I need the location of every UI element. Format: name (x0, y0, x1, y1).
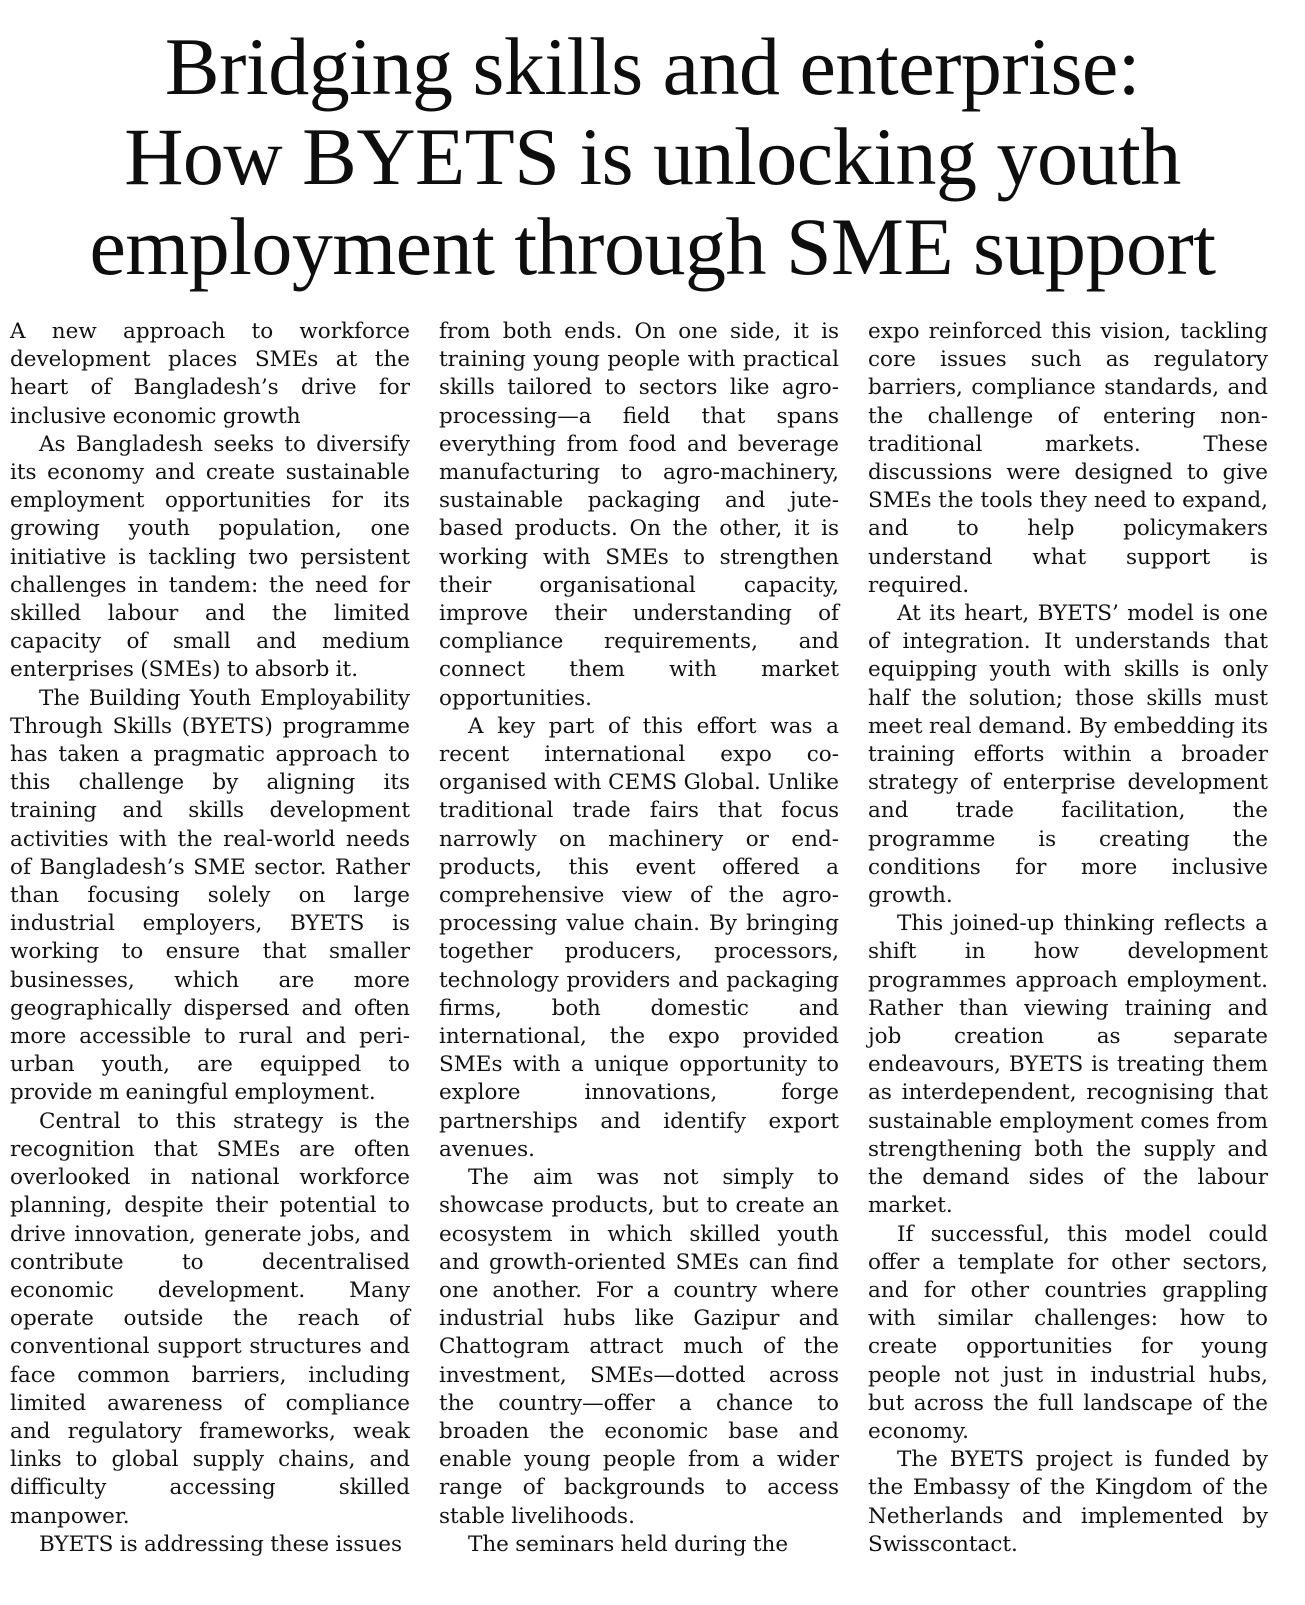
article-headline (0, 22, 1305, 292)
paragraph: The seminars held during the (468, 1531, 789, 1557)
paragraph: As Bangladesh seeks to diversify its economy and create sustainable employment opportunities for its growing youth population, one initiative is tackling two persistent challenges in tandem: the need for skilled labour and the limited capacity of small and medium enterprises (SMEs) to absorb it. (10, 431, 410, 683)
column-2 (439, 318, 839, 1559)
paragraph-continued: expo reinforced this vision, tackling core issues such as regulatory barriers, compliance standards, and the challenge of entering non-traditional markets. These discussions were designed to give SMEs the tools they need to expand, and to help policymakers understand what support is required. (868, 319, 1268, 598)
paragraph: The BYETS project is funded by the Embassy of the Kingdom of the Netherlands and implemented by Swisscontact. (868, 1447, 1268, 1557)
headline-line-1: Bridging skills and enterprise: (164, 21, 1141, 112)
column-3 (868, 318, 1268, 1559)
standfirst: A new approach to workforce development places SMEs at the heart of Bangladesh’s drive for inclusive economic growth (10, 319, 410, 429)
paragraph: At its heart, BYETS’ model is one of integration. It understands that equipping youth with skills is only half the solution; those skills must meet real demand. By embedding its training efforts within a broader strategy of enterprise development and trade facilitation, the programme is creating the conditions for more inclusive growth. (868, 601, 1268, 909)
article-body (10, 318, 1268, 1559)
paragraph: Central to this strategy is the recognition that SMEs are often overlooked in national workforce planning, despite their potential to drive innovation, generate jobs, and contribute to decentralised economic development. Many operate outside the reach of conventional support structures and face common barriers, including limited awareness of compliance and regulatory frameworks, weak links to global supply chains, and difficulty accessing skilled manpower. (10, 1108, 410, 1529)
paragraph: A key part of this effort was a recent international expo co-organised with CEMS Global. Unlike traditional trade fairs that focus narrowly on machinery or end-products, this event offered a comprehensive view of the agro-processing value chain. By bringing together producers, processors, technology providers and packaging firms, both domestic and international, the expo provided SMEs with a unique opportunity to explore innovations, forge partnerships and identify export avenues. (439, 713, 839, 1162)
paragraph: The Building Youth Employability Through Skills (BYETS) programme has taken a pragmatic approach to this challenge by aligning its training and skills development activities with the real-world needs of Bangladesh’s SME sector. Rather than focusing solely on large industrial employers, BYETS is working to ensure that smaller businesses, which are more geographically dispersed and often more accessible to rural and peri-urban youth, are equipped to provide m eaningful employment. (10, 685, 410, 1106)
headline-line-3: employment through SME support (89, 201, 1216, 292)
paragraph: The aim was not simply to showcase products, but to create an ecosystem in which skilled youth and growth-oriented SMEs can find one another. For a country where industrial hubs like Gazipur and Chattogram attract much of the investment, SMEs—dotted across the country—offer a chance to broaden the economic base and enable young people from a wider range of backgrounds to access stable livelihoods. (439, 1165, 839, 1529)
paragraph-continued: from both ends. On one side, it is training young people with practical skills tailored to sectors like agro-processing—a field that spans everything from food and beverage manufacturing to agro-machinery, sustainable packaging and jute-based products. On the other, it is working with SMEs to strengthen their organisational capacity, improve their understanding of compliance requirements, and connect them with market opportunities. (439, 319, 839, 711)
headline-line-2: How BYETS is unlocking youth (124, 111, 1181, 202)
paragraph: If successful, this model could offer a template for other sectors, and for other countries grappling with similar challenges: how to create opportunities for young people not just in industrial hubs, but across the full landscape of the economy. (868, 1221, 1268, 1444)
paragraph: This joined-up thinking reflects a shift in how development programmes approach employment. Rather than viewing training and job creation as separate endeavours, BYETS is treating them as interdependent, recognising that sustainable employment comes from strengthening both the supply and the demand sides of the labour market. (868, 911, 1268, 1219)
column-1 (10, 318, 410, 1559)
paragraph: BYETS is addressing these issues (39, 1531, 403, 1557)
